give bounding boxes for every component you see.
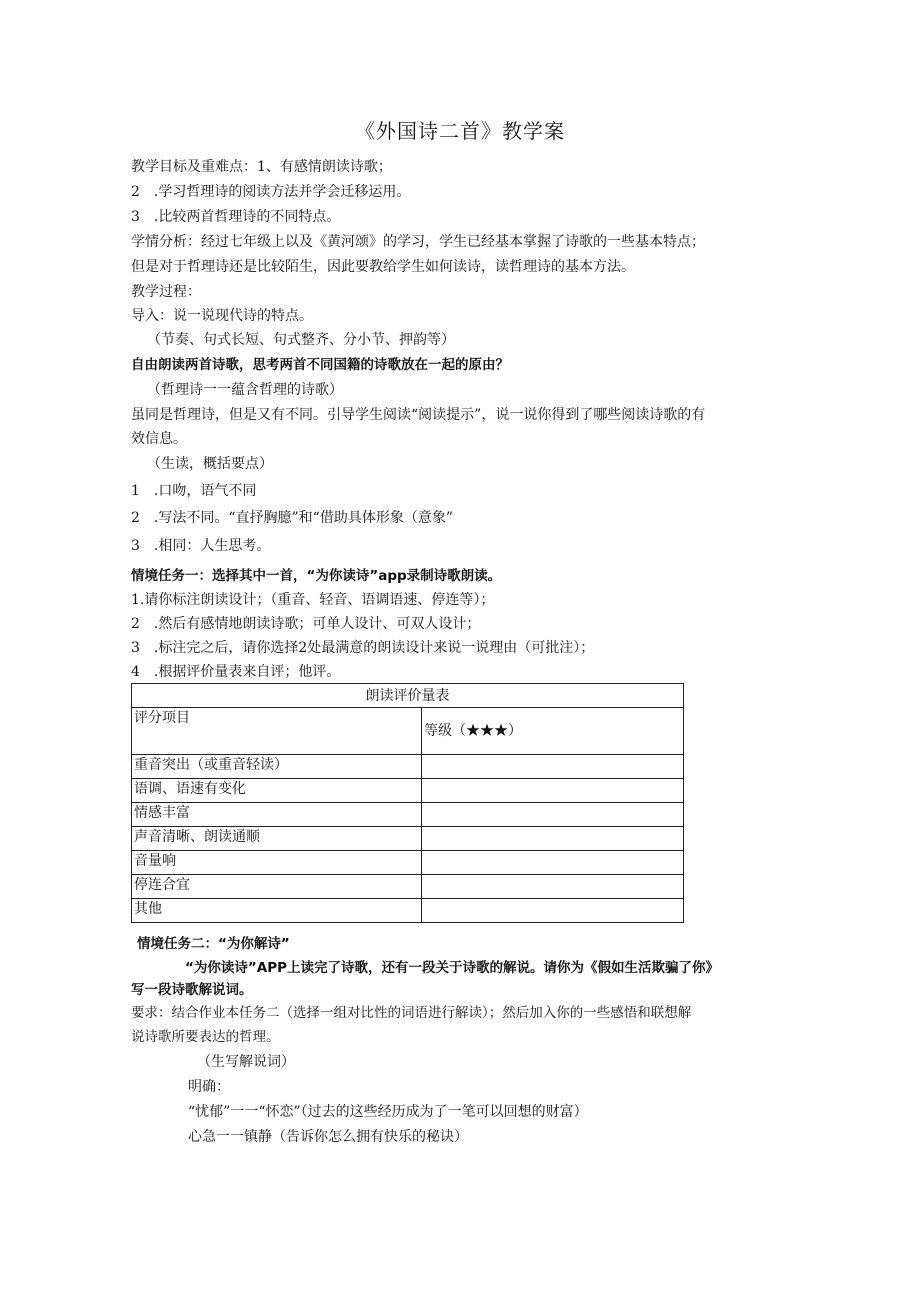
header-score-item: 评分项目 (132, 708, 422, 755)
table-row (132, 779, 684, 803)
student-read-note: （生读，概括要点） (147, 456, 273, 472)
row-item: 语调、语速有变化 (132, 779, 422, 803)
row-grade (422, 803, 684, 827)
row-grade (422, 899, 684, 923)
row-grade (422, 875, 684, 899)
intro-line: 导入：说一说现代诗的特点。 (131, 308, 313, 324)
task-2-heading: 情境任务二：“为你解诗” (137, 936, 290, 952)
page-title: 《外国诗二首》教学案 (355, 119, 565, 143)
requirement-line-2: 说诗歌所要表达的哲理。 (131, 1029, 280, 1045)
task-1-heading: 情境任务一：选择其中一首，“为你读诗”app录制诗歌朗读。 (131, 568, 502, 584)
row-grade (422, 851, 684, 875)
header-grade: 等级（★★★） (422, 708, 684, 755)
student-write-note: （生写解说词） (197, 1054, 295, 1070)
table-row (132, 803, 684, 827)
analysis-line-2: 但是对于哲理诗还是比较陌生，因此要教给学生如何读诗，读哲理诗的基本方法。 (131, 259, 635, 275)
teaching-goal: 教学目标及重难点：1、有感情朗读诗歌； (131, 159, 392, 175)
table-row (132, 755, 684, 779)
clarify-item-1: “忧郁”一一“怀恋”（过去的这些经历成为了一笔可以回想的财富） (188, 1104, 588, 1120)
row-item: 其他 (132, 899, 422, 923)
table-row (132, 827, 684, 851)
task-2-desc-1: “为你读诗”APP上读完了诗歌，还有一段关于诗歌的解说。请你为《假如生活欺骗了你》 (185, 960, 719, 976)
row-item: 停连合宜 (132, 875, 422, 899)
free-read-heading: 自由朗读两首诗歌，思考两首不同国籍的诗歌放在一起的原由？ (131, 357, 509, 373)
row-grade (422, 755, 684, 779)
row-grade (422, 827, 684, 851)
table-row (132, 875, 684, 899)
point-1: 1 .口吻，语气不同 (131, 483, 257, 499)
point-2: 2 .写法不同。“直抒胸臆”和“借助具体形象（意象” (131, 510, 453, 526)
clarify-label: 明确： (188, 1079, 230, 1095)
task-1-step-4: 4 .根据评价量表来自评；他评。 (131, 664, 341, 680)
table-row (132, 851, 684, 875)
analysis-line-1: 学情分析：经过七年级上以及《黄河颂》的学习，学生已经基本掌握了诗歌的一些基本特点； (131, 234, 705, 250)
reading-evaluation-table (131, 683, 684, 923)
row-grade (422, 779, 684, 803)
task-1-step-1: 1.请你标注朗读设计；（重音、轻音、语调语速、停连等）； (131, 592, 495, 608)
point-3: 3 .相同：人生思考。 (131, 538, 271, 554)
row-item: 声音清晰、朗读通顺 (132, 827, 422, 851)
row-item: 音量响 (132, 851, 422, 875)
row-item: 重音突出（或重音轻读） (132, 755, 422, 779)
requirement-line-1: 要求：结合作业本任务二（选择一组对比性的词语进行解读）；然后加入你的一些感悟和联想解 (131, 1005, 692, 1021)
guide-line-1: 虽同是哲理诗，但是又有不同。引导学生阅读“阅读提示”，说一说你得到了哪些阅读诗歌的有 (131, 407, 706, 423)
task-2-desc-2: 写一段诗歌解说词。 (131, 982, 253, 998)
clarify-item-2: 心急一一镇静（告诉你怎么拥有快乐的秘诀） (188, 1129, 468, 1145)
intro-hint: （节奏、句式长短、句式整齐、分小节、押韵等） (147, 332, 455, 348)
table-row (132, 899, 684, 923)
process-heading: 教学过程： (131, 284, 201, 300)
task-1-step-3: 3 .标注完之后，请你选择2处最满意的朗读设计来说一说理由（可批注）； (131, 640, 595, 656)
philosophy-definition: （哲理诗一一蕴含哲理的诗歌） (147, 382, 343, 398)
teaching-goal-3: 3 .比较两首哲理诗的不同特点。 (131, 209, 341, 225)
task-1-step-2: 2 .然后有感情地朗读诗歌；可单人设计、可双人设计； (131, 616, 481, 632)
teaching-goal-2: 2 .学习哲理诗的阅读方法并学会迁移运用。 (131, 184, 411, 200)
guide-line-2: 效信息。 (131, 431, 187, 447)
table-caption: 朗读评价量表 (132, 684, 684, 708)
row-item: 情感丰富 (132, 803, 422, 827)
